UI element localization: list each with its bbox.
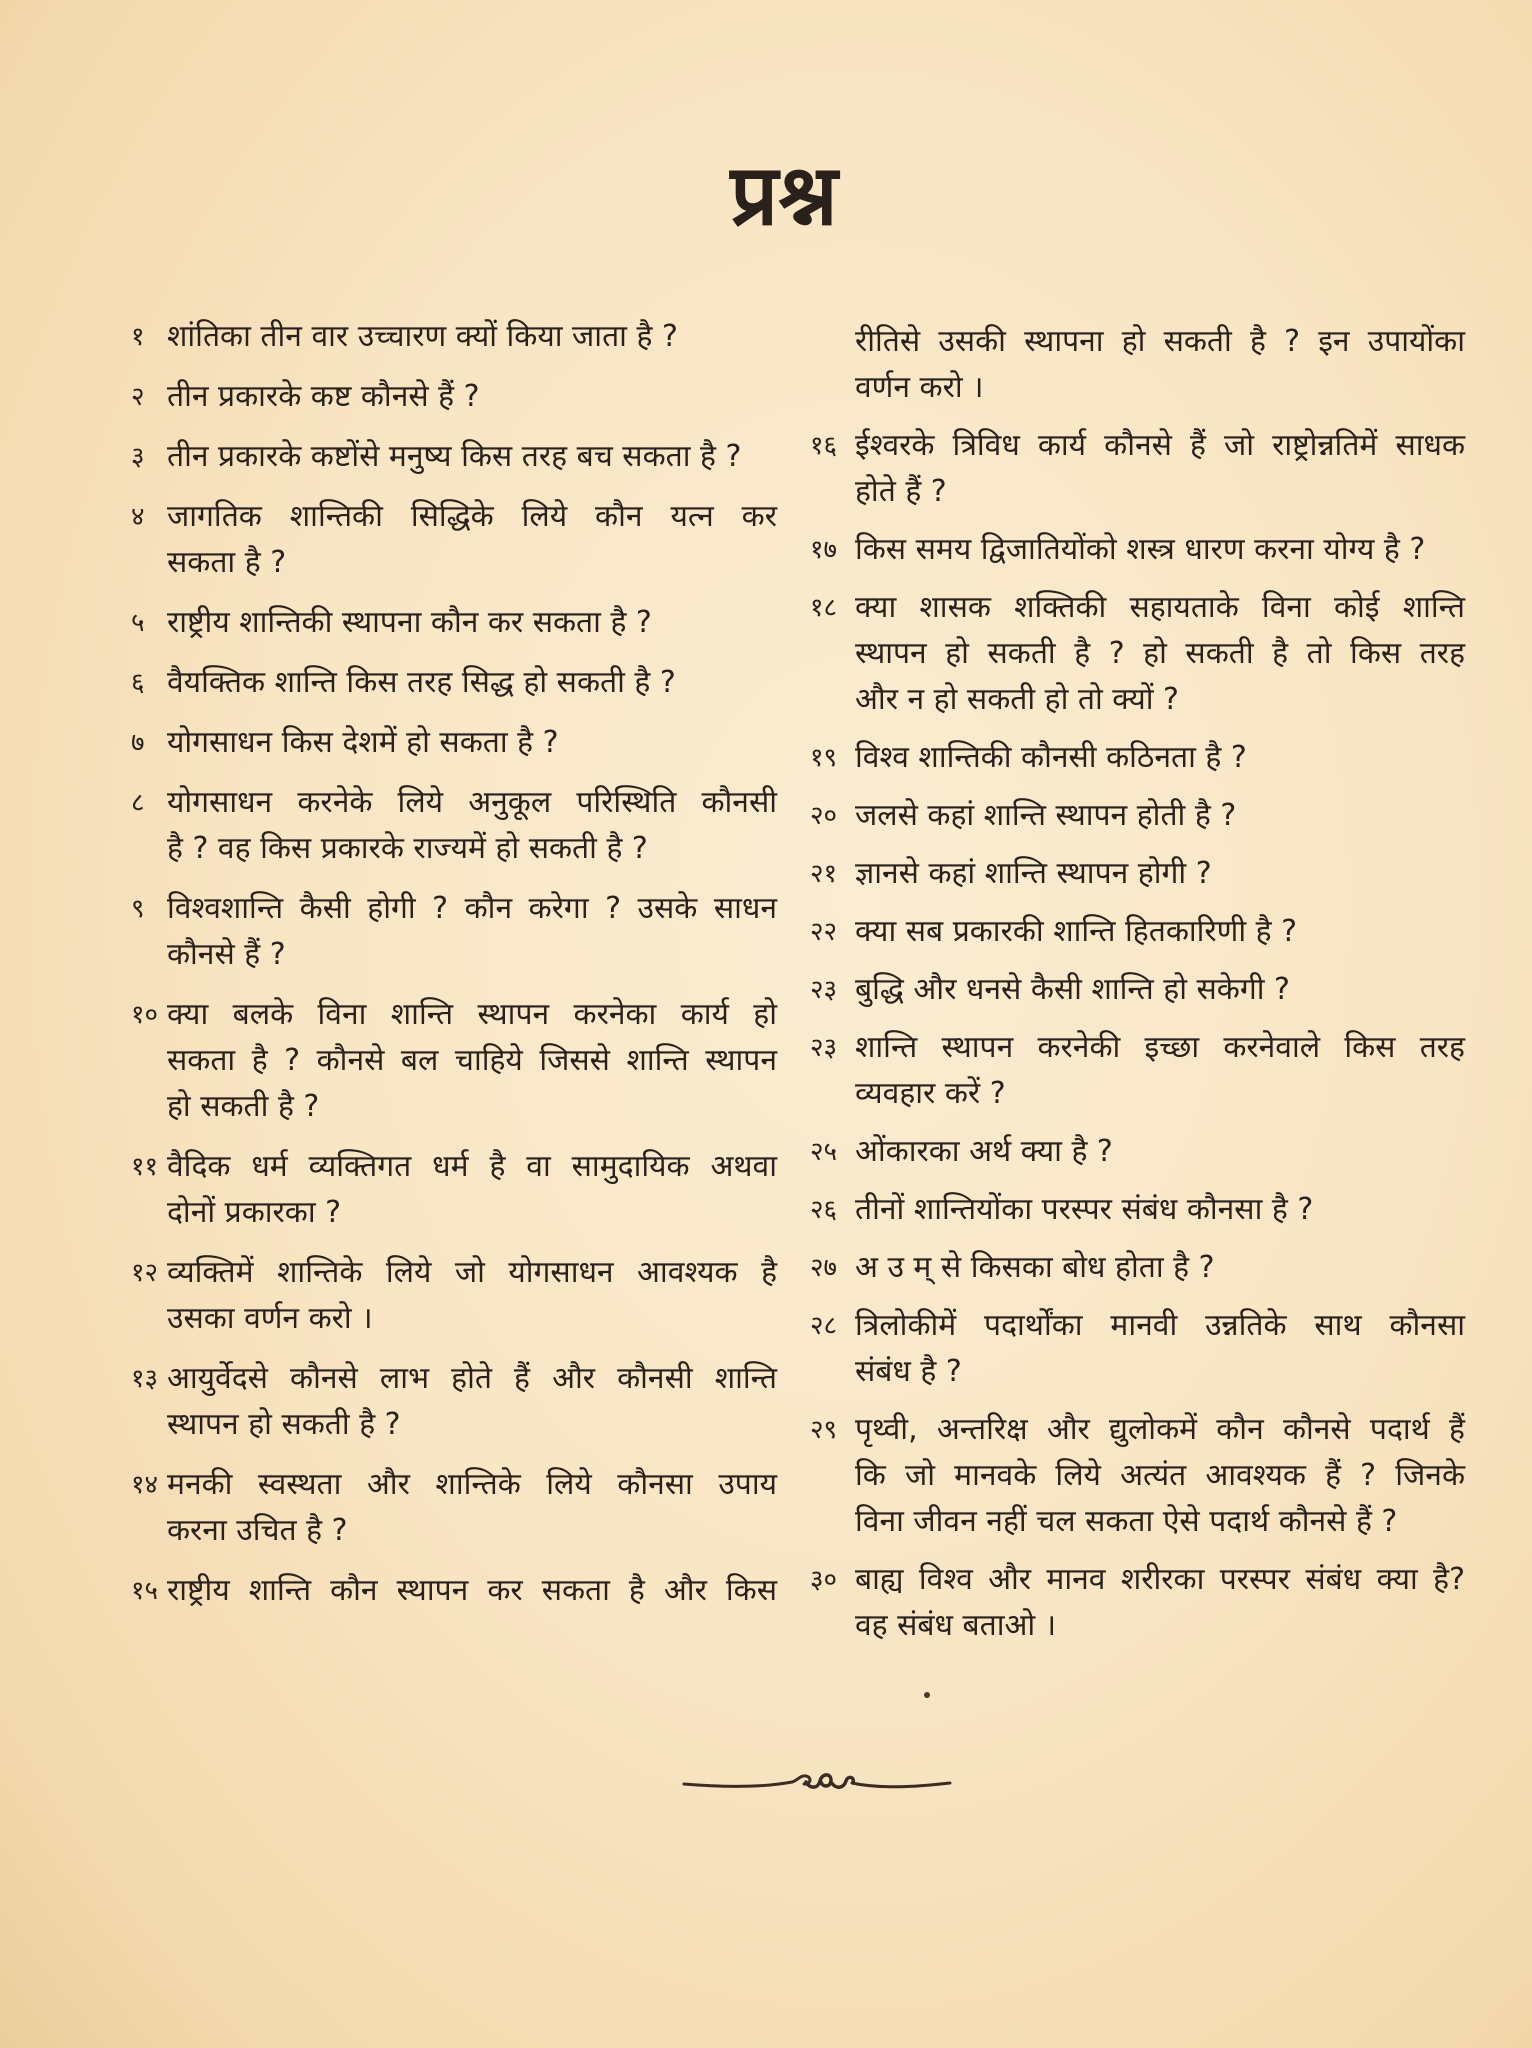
question-line: आयुर्वेदसे कौनसे लाभ होते हैं और कौनसी शान्ति xyxy=(167,1361,777,1396)
question-line: योगसाधन करनेके लिये अनुकूल परिस्थिति कौनसी xyxy=(167,785,777,820)
question-item xyxy=(810,423,1465,515)
question-text xyxy=(167,1568,777,1614)
question-line: वह संबंध बताओ । xyxy=(855,1608,1057,1643)
question-item xyxy=(131,494,777,586)
question-line: अ उ म् से किसका बोध होता है ? xyxy=(855,1250,1215,1285)
question-item xyxy=(131,600,777,646)
question-line: पृथ्वी, अन्तरिक्ष और द्युलोकमें कौन कौनसे पदार्थ हैं xyxy=(855,1412,1465,1447)
question-number: २ xyxy=(131,382,145,412)
question-number: १ xyxy=(131,322,145,352)
question-line: राष्ट्रीय शान्तिकी स्थापना कौन कर सकता है ? xyxy=(167,605,652,640)
question-number: २३ xyxy=(810,975,838,1005)
question-text xyxy=(855,1025,1465,1117)
question-item xyxy=(131,434,777,480)
question-line: स्थापन हो सकती है ? xyxy=(167,1407,401,1442)
question-text xyxy=(167,992,777,1130)
question-line: उसका वर्णन करो । xyxy=(167,1301,373,1336)
question-continuation xyxy=(810,319,1465,411)
question-item xyxy=(810,1025,1465,1117)
ornament-divider-icon xyxy=(680,1760,955,1806)
question-line: राष्ट्रीय शान्ति कौन स्थापन कर सकता है और किस xyxy=(167,1573,777,1608)
question-line: जागतिक शान्तिकी सिद्धिके लिये कौन यत्न कर xyxy=(167,499,777,534)
question-number: २३ xyxy=(810,1033,838,1063)
question-item xyxy=(810,909,1465,955)
question-number: ६ xyxy=(131,668,145,698)
question-line: स्थापन हो सकती है ? हो सकती है तो किस तरह xyxy=(855,636,1465,671)
question-line: क्या बलके विना शान्ति स्थापन करनेका कार्य हो xyxy=(167,997,777,1032)
question-number: ३ xyxy=(131,442,145,472)
question-line: कौनसे हैं ? xyxy=(167,937,286,972)
ornament-flourish-left xyxy=(684,1776,810,1786)
page-title: प्रश्न xyxy=(730,146,838,244)
question-text xyxy=(855,1187,1465,1233)
question-item xyxy=(810,1303,1465,1395)
question-number: २७ xyxy=(810,1253,838,1283)
question-text xyxy=(855,851,1465,897)
question-line: व्यवहार करें ? xyxy=(855,1076,1006,1111)
ornament-flourish-center xyxy=(806,1775,853,1787)
question-line: ओंकारका अर्थ क्या है ? xyxy=(855,1134,1113,1169)
question-line: वर्णन करो । xyxy=(855,370,984,405)
question-item xyxy=(131,1144,777,1236)
question-line: शांतिका तीन वार उच्चारण क्यों किया जाता है ? xyxy=(167,319,678,354)
question-line: और न हो सकती हो तो क्यों ? xyxy=(855,682,1179,717)
question-text xyxy=(855,793,1465,839)
question-number: १७ xyxy=(810,535,838,565)
question-line: है ? वह किस प्रकारके राज्यमें हो सकती है ? xyxy=(167,831,648,866)
question-number: २५ xyxy=(810,1137,838,1167)
question-item xyxy=(131,780,777,872)
question-line: क्या शासक शक्तिकी सहायताके विना कोई शान्ति xyxy=(855,590,1465,625)
question-item xyxy=(131,720,777,766)
question-line: हो सकती है ? xyxy=(167,1089,320,1124)
question-item xyxy=(131,1356,777,1448)
ink-dot xyxy=(924,1692,930,1698)
question-item xyxy=(131,992,777,1130)
question-text xyxy=(855,1407,1465,1545)
questions-left-column xyxy=(131,314,777,1628)
question-line: शान्ति स्थापन करनेकी इच्छा करनेवाले किस तरह xyxy=(855,1030,1465,1065)
question-text xyxy=(855,1557,1465,1649)
question-text xyxy=(167,600,777,646)
question-text xyxy=(167,434,777,480)
question-line: रीतिसे उसकी स्थापना हो सकती है ? इन उपायोंका xyxy=(855,324,1465,359)
question-item xyxy=(131,1568,777,1614)
questions-right-column xyxy=(810,319,1465,1661)
question-text xyxy=(167,1250,777,1342)
question-line: विश्व शान्तिकी कौनसी कठिनता है ? xyxy=(855,740,1247,775)
question-number: २२ xyxy=(810,917,838,947)
question-text xyxy=(855,527,1465,573)
question-text xyxy=(167,780,777,872)
question-number: १९ xyxy=(810,743,838,773)
question-text xyxy=(855,1129,1465,1175)
question-text xyxy=(167,1356,777,1448)
question-number: २८ xyxy=(810,1311,838,1341)
question-text xyxy=(167,720,777,766)
question-item xyxy=(131,314,777,360)
question-text xyxy=(855,319,1465,411)
question-number: ५ xyxy=(131,608,145,638)
question-line: तीन प्रकारके कष्ट कौनसे हैं ? xyxy=(167,379,480,414)
question-item xyxy=(810,1187,1465,1233)
question-item xyxy=(810,1245,1465,1291)
question-text xyxy=(167,660,777,706)
question-line: सकता है ? xyxy=(167,545,287,580)
question-number: २६ xyxy=(810,1195,838,1225)
question-item xyxy=(131,886,777,978)
question-item xyxy=(810,735,1465,781)
question-line: कि जो मानवके लिये अत्यंत आवश्यक हैं ? जिनके xyxy=(855,1458,1465,1493)
question-text xyxy=(855,735,1465,781)
question-line: तीनों शान्तियोंका परस्पर संबंध कौनसा है ? xyxy=(855,1192,1314,1227)
question-line: करना उचित है ? xyxy=(167,1513,348,1548)
question-item xyxy=(131,1462,777,1554)
question-number: ७ xyxy=(131,728,145,758)
question-text xyxy=(855,423,1465,515)
question-line: वैदिक धर्म व्यक्तिगत धर्म है वा सामुदायिक अथवा xyxy=(167,1149,777,1184)
question-number: ८ xyxy=(131,788,145,818)
question-text xyxy=(855,1245,1465,1291)
question-text xyxy=(167,886,777,978)
question-line: दोनों प्रकारका ? xyxy=(167,1195,342,1230)
question-text xyxy=(855,909,1465,955)
question-line: व्यक्तिमें शान्तिके लिये जो योगसाधन आवश्यक है xyxy=(167,1255,777,1290)
question-number: ११ xyxy=(131,1152,159,1182)
question-item xyxy=(810,793,1465,839)
question-text xyxy=(167,494,777,586)
question-item xyxy=(131,660,777,706)
question-item xyxy=(131,374,777,420)
question-number: २० xyxy=(810,801,838,831)
question-number: १८ xyxy=(810,593,838,623)
question-line: विश्वशान्ति कैसी होगी ? कौन करेगा ? उसके साधन xyxy=(167,891,777,926)
question-text xyxy=(167,314,777,360)
question-line: मनकी स्वस्थता और शान्तिके लिये कौनसा उपाय xyxy=(167,1467,777,1502)
question-item xyxy=(810,585,1465,723)
question-line: योगसाधन किस देशमें हो सकता है ? xyxy=(167,725,559,760)
question-number: १५ xyxy=(131,1576,159,1606)
question-text xyxy=(167,1462,777,1554)
question-line: वैयक्तिक शान्ति किस तरह सिद्ध हो सकती है ? xyxy=(167,665,676,700)
question-item xyxy=(810,967,1465,1013)
question-line: संबंध है ? xyxy=(855,1354,962,1389)
question-text xyxy=(855,585,1465,723)
question-line: बाह्य विश्व और मानव शरीरका परस्पर संबंध क्या है? xyxy=(855,1562,1465,1597)
question-item xyxy=(810,1407,1465,1545)
question-line: क्या सब प्रकारकी शान्ति हितकारिणी है ? xyxy=(855,914,1298,949)
question-item xyxy=(810,851,1465,897)
question-line: सकता है ? कौनसे बल चाहिये जिससे शान्ति स्थापन xyxy=(167,1043,777,1078)
question-line: त्रिलोकीमें पदार्थोंका मानवी उन्नतिके साथ कौनसा xyxy=(855,1308,1465,1343)
question-number: ९ xyxy=(131,894,145,924)
question-text xyxy=(855,1303,1465,1395)
question-number: २९ xyxy=(810,1415,838,1445)
question-item xyxy=(810,1557,1465,1649)
question-line: जलसे कहां शान्ति स्थापन होती है ? xyxy=(855,798,1237,833)
question-number: ३० xyxy=(810,1565,838,1595)
question-number: २१ xyxy=(810,859,838,889)
question-number: १४ xyxy=(131,1470,159,1500)
question-text xyxy=(167,1144,777,1236)
question-number: १० xyxy=(131,1000,159,1030)
question-item xyxy=(810,1129,1465,1175)
question-text xyxy=(167,374,777,420)
question-number: १२ xyxy=(131,1258,159,1288)
question-number: १६ xyxy=(810,431,838,461)
question-line: होते हैं ? xyxy=(855,474,947,509)
question-line: ईश्वरके त्रिविध कार्य कौनसे हैं जो राष्ट्रोन्नतिमें साधक xyxy=(855,428,1465,463)
question-line: विना जीवन नहीं चल सकता ऐसे पदार्थ कौनसे हैं ? xyxy=(855,1504,1398,1539)
question-line: किस समय द्विजातियोंको शस्त्र धारण करना योग्य है ? xyxy=(855,532,1426,567)
question-line: बुद्धि और धनसे कैसी शान्ति हो सकेगी ? xyxy=(855,972,1290,1007)
question-number: ४ xyxy=(131,502,145,532)
question-item xyxy=(810,527,1465,573)
question-line: ज्ञानसे कहां शान्ति स्थापन होगी ? xyxy=(855,856,1212,891)
question-item xyxy=(131,1250,777,1342)
question-text xyxy=(855,967,1465,1013)
question-line: तीन प्रकारके कष्टोंसे मनुष्य किस तरह बच सकता है ? xyxy=(167,439,742,474)
ornament-flourish-right xyxy=(852,1783,950,1787)
question-number: १३ xyxy=(131,1364,159,1394)
